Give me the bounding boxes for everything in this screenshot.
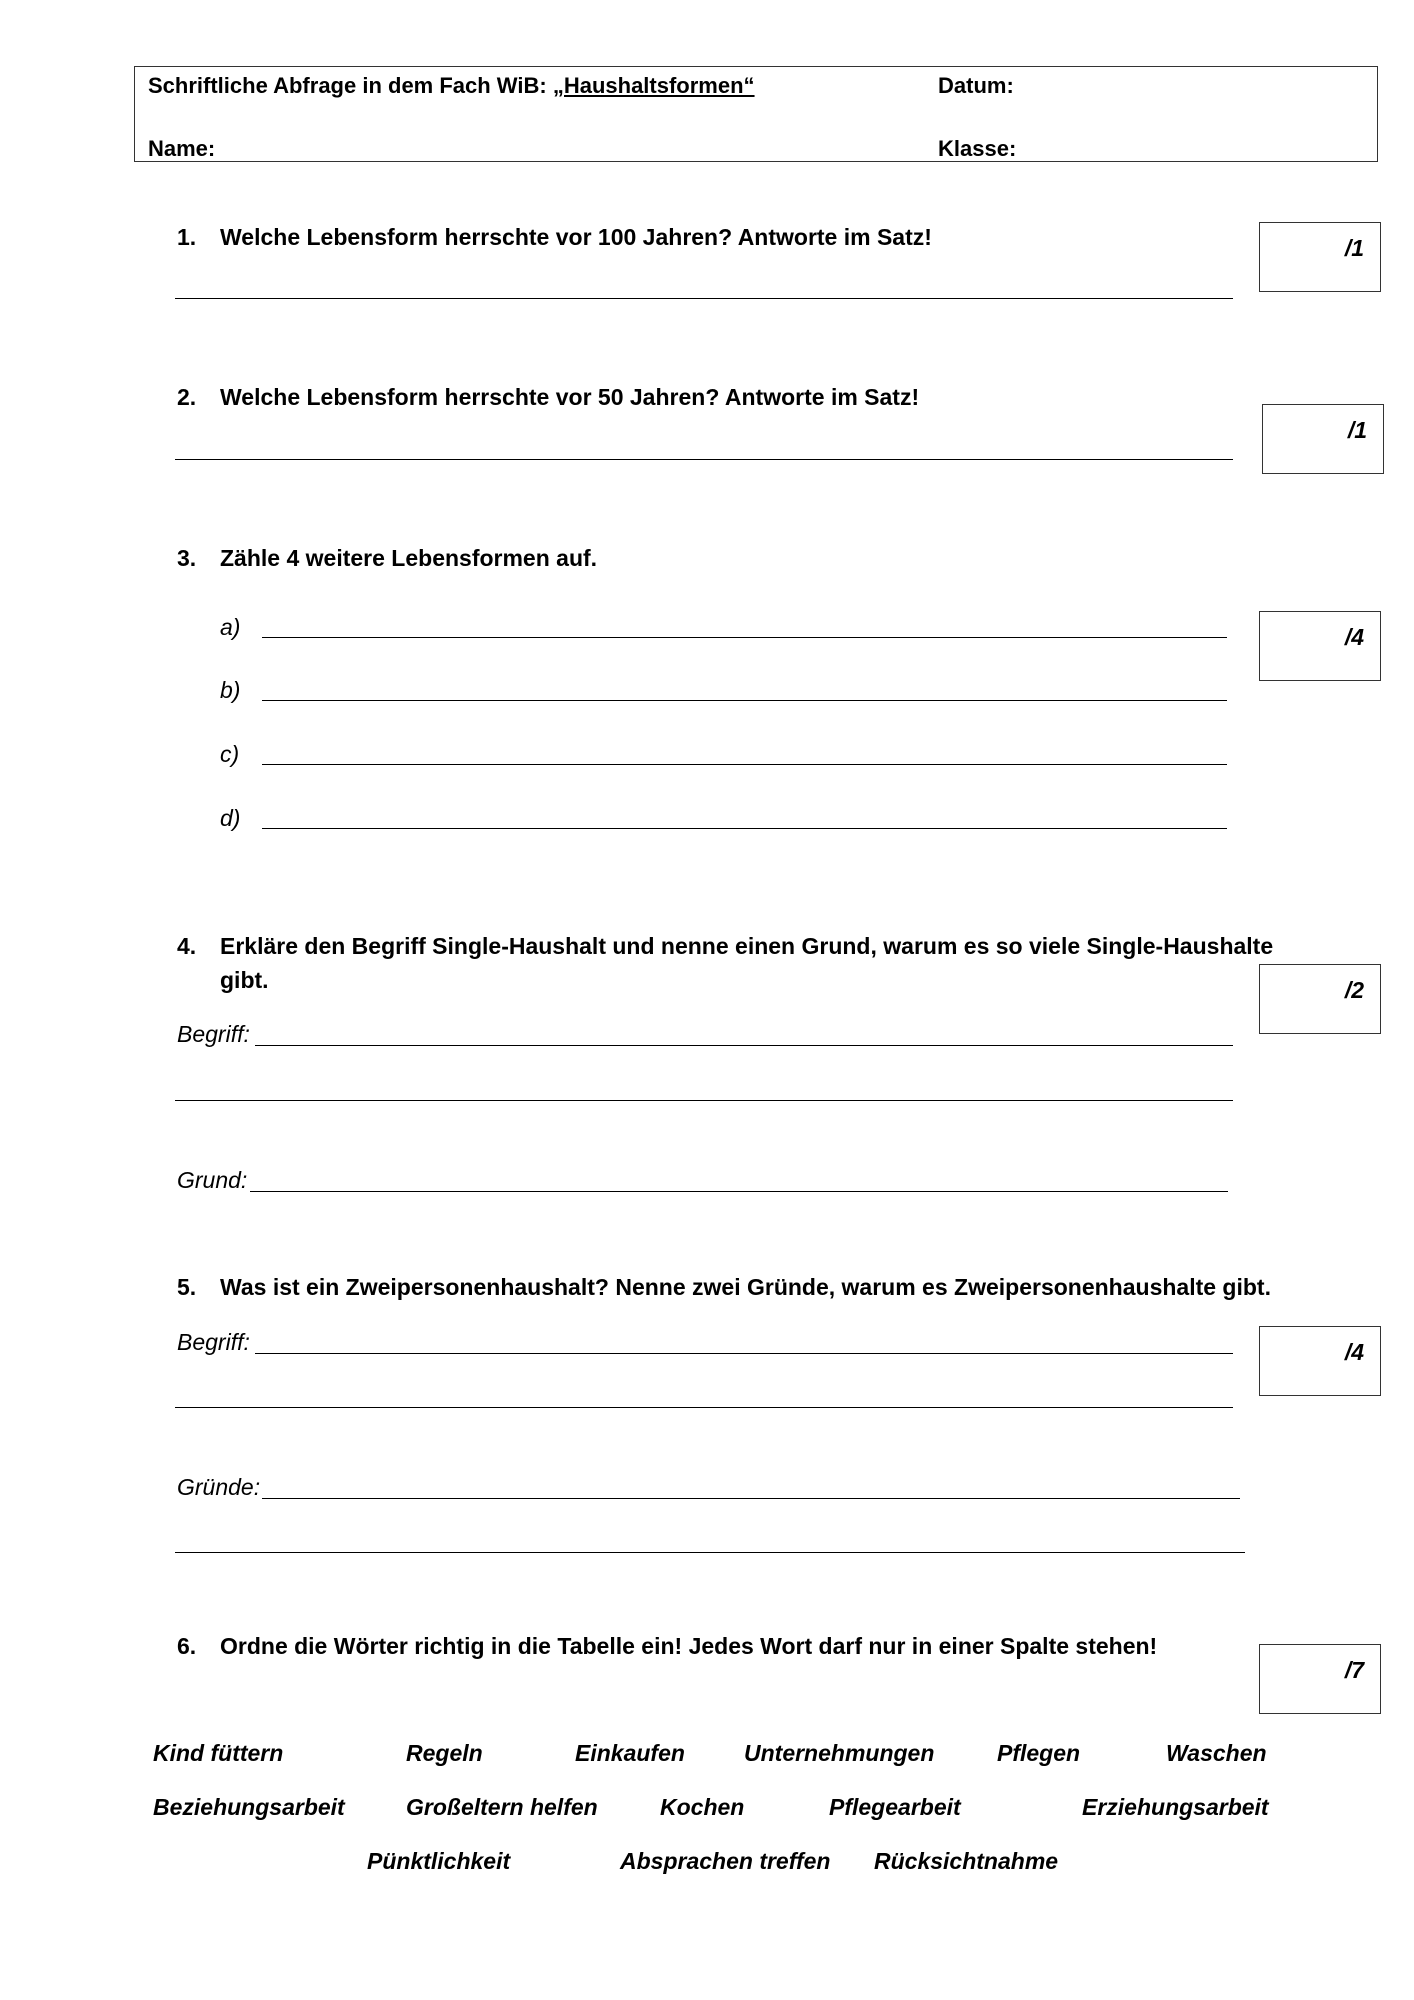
question-4-reason-line[interactable] (250, 1191, 1228, 1192)
question-2-score-box (1262, 404, 1384, 474)
question-4-reason-label: Grund: (177, 1167, 248, 1193)
question-4-term-line-2[interactable] (175, 1100, 1233, 1101)
question-5-term-label: Begriff: (177, 1329, 250, 1355)
question-4-term-label: Begriff: (177, 1021, 250, 1047)
word-bank-item[interactable]: Pflegearbeit (829, 1794, 961, 1820)
question-3-item-a-label: a) (220, 614, 241, 640)
question-5-term-line-1[interactable] (255, 1353, 1233, 1354)
question-5-reasons-line-1[interactable] (262, 1498, 1240, 1499)
word-bank-item[interactable]: Unternehmungen (744, 1740, 935, 1766)
question-5-reasons-label: Gründe: (177, 1474, 261, 1500)
word-bank-item[interactable]: Rücksichtnahme (874, 1848, 1059, 1874)
question-4-points: /2 (1344, 977, 1364, 1003)
word-bank-item[interactable]: Kochen (660, 1794, 745, 1820)
question-2-answer-line[interactable] (175, 459, 1233, 460)
question-3-item-d-line[interactable] (262, 828, 1227, 829)
question-3-item-b-label: b) (220, 677, 241, 703)
question-2-number: 2. (177, 384, 197, 410)
question-1-answer-line[interactable] (175, 298, 1233, 299)
question-6-score-box (1259, 1644, 1381, 1714)
question-5-points: /4 (1344, 1339, 1364, 1365)
word-bank-item[interactable]: Einkaufen (575, 1740, 685, 1766)
word-bank-item[interactable]: Kind füttern (153, 1740, 284, 1766)
question-2-points: /1 (1347, 417, 1367, 443)
question-5-score-box (1259, 1326, 1381, 1396)
class-label: Klasse: (938, 136, 1017, 161)
question-1-text: Welche Lebensform herrschte vor 100 Jahren? Antworte im Satz! (220, 224, 932, 250)
question-4-score-box (1259, 964, 1381, 1034)
question-4-number: 4. (177, 933, 197, 959)
word-bank-item[interactable]: Absprachen treffen (620, 1848, 831, 1874)
question-3-item-c-label: c) (220, 741, 240, 767)
word-bank-item[interactable]: Regeln (406, 1740, 483, 1766)
question-3-number: 3. (177, 545, 197, 571)
question-5-text: Was ist ein Zweipersonenhaushalt? Nenne zwei Gründe, warum es Zweipersonenhaushalte gibt. (220, 1274, 1271, 1300)
date-label: Datum: (938, 73, 1014, 98)
question-5-term-line-2[interactable] (175, 1407, 1233, 1408)
question-6-number: 6. (177, 1633, 197, 1659)
word-bank-item[interactable]: Waschen (1166, 1740, 1267, 1766)
question-3-item-a-line[interactable] (262, 637, 1227, 638)
question-3-item-b-line[interactable] (262, 700, 1227, 701)
question-3-points: /4 (1344, 624, 1364, 650)
question-3-item-d-label: d) (220, 805, 241, 831)
question-4-text-line-2: gibt. (220, 967, 269, 993)
question-4-text-line-1: Erkläre den Begriff Single-Haushalt und nenne einen Grund, warum es so viele Single-Haushalte (220, 933, 1274, 959)
worksheet-title (148, 73, 755, 99)
word-bank-item[interactable]: Großeltern helfen (406, 1794, 598, 1820)
question-1-score-box (1259, 222, 1381, 292)
question-3-text: Zähle 4 weitere Lebensformen auf. (220, 545, 598, 571)
word-bank-item[interactable]: Beziehungsarbeit (153, 1794, 345, 1820)
question-6-text: Ordne die Wörter richtig in die Tabelle ein! Jedes Wort darf nur in einer Spalte stehen! (220, 1633, 1158, 1659)
title-prefix: Schriftliche Abfrage in dem Fach WiB: (148, 73, 553, 98)
word-bank-item[interactable]: Erziehungsarbeit (1082, 1794, 1269, 1820)
title-topic: „Haushaltsformen“ (552, 73, 755, 98)
question-6-points: /7 (1344, 1657, 1364, 1683)
question-1-points: /1 (1344, 235, 1364, 261)
word-bank-item[interactable]: Pünktlichkeit (367, 1848, 511, 1874)
question-3-item-c-line[interactable] (262, 764, 1227, 765)
question-1-number: 1. (177, 224, 197, 250)
name-label: Name: (148, 136, 216, 161)
question-5-number: 5. (177, 1274, 197, 1300)
question-4-term-line-1[interactable] (255, 1045, 1233, 1046)
question-3-score-box (1259, 611, 1381, 681)
question-2-text: Welche Lebensform herrschte vor 50 Jahren? Antworte im Satz! (220, 384, 920, 410)
word-bank-item[interactable]: Pflegen (997, 1740, 1081, 1766)
question-5-reasons-line-2[interactable] (175, 1552, 1245, 1553)
